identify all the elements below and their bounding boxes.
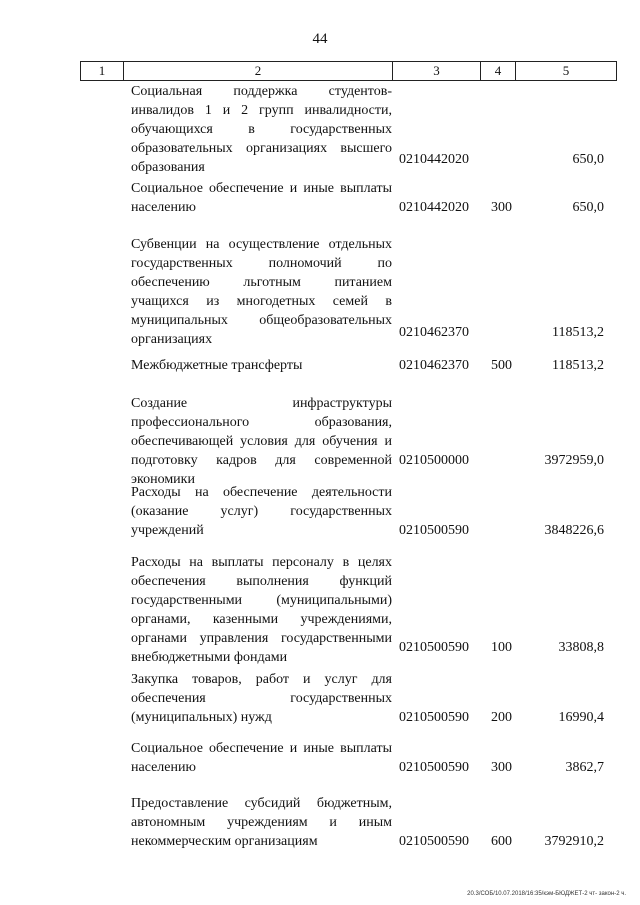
row-code: 0210500590 (399, 710, 469, 725)
column-header-4: 4 (481, 62, 516, 81)
row-name: Предоставление субсидий бюджетным, автономным учреждениям и иным некоммерческим организациям (131, 796, 392, 849)
row-code: 0210500590 (399, 760, 469, 775)
row-name: Расходы на выплаты персоналу в целях обеспечения выполнения функций государственными (муниципальными) органами, казенными учреждениями, органами управления государственными внебюджетными фондами (131, 555, 392, 665)
row-amount: 33808,8 (558, 640, 604, 655)
table-row (0, 356, 640, 394)
row-code: 0210462370 (399, 325, 469, 340)
row-name: Социальное обеспечение и иные выплаты населению (131, 181, 392, 215)
row-name: Создание инфраструктуры профессионального образования, обеспечивающей условия для обучения и подготовку кадров для современной экономики (131, 396, 392, 487)
row-amount: 3972959,0 (544, 453, 604, 468)
column-header-2: 2 (124, 62, 393, 81)
row-type: 300 (491, 200, 512, 215)
row-amount: 3862,7 (565, 760, 604, 775)
table-row (0, 82, 640, 179)
row-code: 0210500000 (399, 453, 469, 468)
table-row (0, 179, 640, 235)
table-row (0, 739, 640, 794)
row-amount: 118513,2 (552, 325, 604, 340)
row-amount: 650,0 (572, 200, 604, 215)
table-row (0, 483, 640, 553)
column-header-row (81, 62, 617, 81)
table-row (0, 794, 640, 854)
row-code: 0210500590 (399, 834, 469, 849)
row-name: Социальная поддержка студентов-инвалидов 1 и 2 групп инвалидности, обучающихся в государственных образовательных организациях высшего образования (131, 84, 392, 175)
row-name: Межбюджетные трансферты (131, 358, 303, 373)
table-row (0, 235, 640, 356)
table-row (0, 553, 640, 670)
row-type: 300 (491, 760, 512, 775)
column-header-1: 1 (81, 62, 124, 81)
row-amount: 118513,2 (552, 358, 604, 373)
row-name: Закупка товаров, работ и услуг для обеспечения государственных (муниципальных) нужд (131, 672, 392, 725)
column-header-table (80, 61, 617, 81)
column-header-3: 3 (393, 62, 481, 81)
row-amount: 3848226,6 (544, 523, 604, 538)
row-type: 600 (491, 834, 512, 849)
column-header-5: 5 (516, 62, 617, 81)
row-type: 200 (491, 710, 512, 725)
row-amount: 3792910,2 (544, 834, 604, 849)
row-name: Субвенции на осуществление отдельных государственных полномочий по обеспечению льготным питанием учащихся из многодетных семей в муниципальных общеобразовательных организациях (131, 237, 392, 347)
row-code: 0210442020 (399, 200, 469, 215)
table-row (0, 394, 640, 487)
row-code: 0210500590 (399, 523, 469, 538)
budget-rows (0, 82, 640, 854)
row-code: 0210500590 (399, 640, 469, 655)
table-row (0, 670, 640, 739)
row-amount: 16990,4 (558, 710, 604, 725)
row-type: 100 (491, 640, 512, 655)
row-name: Расходы на обеспечение деятельности (оказание услуг) государственных учреждений (131, 485, 392, 538)
row-code: 0210462370 (399, 358, 469, 373)
row-type: 500 (491, 358, 512, 373)
footer-document-code: 20.3/СОБ/10.07.2018/16:35/кэм-БЮДЖЕТ-2 чт- закон-2 ч. (467, 891, 626, 897)
page-number: 44 (312, 31, 328, 47)
row-code: 0210442020 (399, 152, 469, 167)
row-amount: 650,0 (572, 152, 604, 167)
row-name: Социальное обеспечение и иные выплаты населению (131, 741, 392, 775)
